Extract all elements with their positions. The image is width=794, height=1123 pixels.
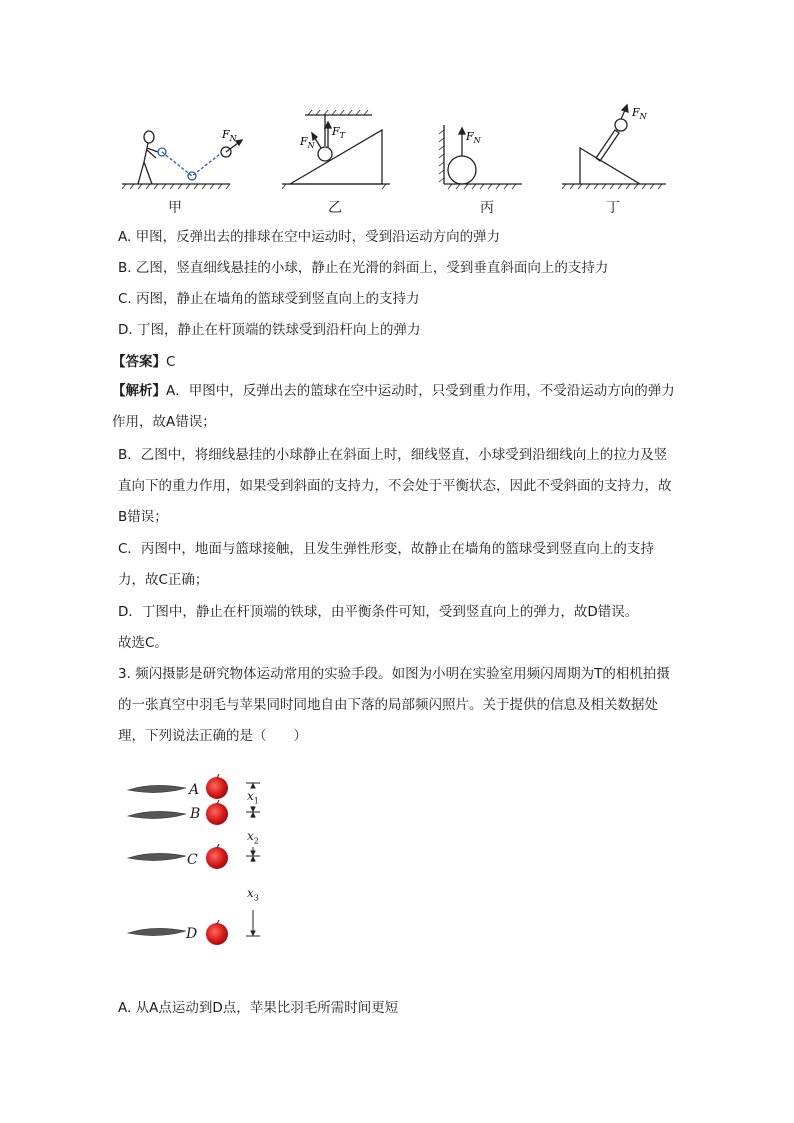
caption-yi: 乙 xyxy=(328,200,342,216)
analysis-label: 【解析】 xyxy=(112,383,166,399)
force-label-yi-n: $F_N$ xyxy=(300,135,315,150)
analysis-c: C．丙图中，地面与篮球接触，且发生弹性形变，故静止在墙角的篮球受到竖直向上的支持力，故C正确； xyxy=(118,541,654,588)
label-x1: $x_1$ xyxy=(247,789,259,806)
option-b: B. 乙图，竖直细线悬挂的小球，静止在光滑的斜面上，受到垂直斜面向上的支持力 xyxy=(118,260,609,276)
label-x2: $x_2$ xyxy=(247,829,259,846)
answer-line xyxy=(112,352,175,372)
analysis-a-text: A．甲图中，反弹出去的篮球在空中运动时，只受到重力作用，不受沿运动方向的弹力作用，故A错误； xyxy=(112,383,675,430)
diagram-ding xyxy=(562,105,666,189)
force-label-yi-t: $F_T$ xyxy=(332,125,345,140)
question-3-text: 3. 频闪摄影是研究物体运动常用的实验手段。如图为小明在实验室用频闪周期为T的相机拍摄的一张真空中羽毛与苹果同时同地自由下落的局部频闪照片。关于提供的信息及相关数据处理，下列说法正确的是（ ） xyxy=(118,666,670,744)
figure-strobe-photo xyxy=(118,772,278,952)
distance-markers xyxy=(246,783,260,936)
analysis-d: D．丁图中，静止在杆顶端的铁球，由平衡条件可知，受到竖直向上的弹力，故D错误。 xyxy=(118,604,639,620)
label-x3: $x_3$ xyxy=(247,886,259,903)
question-3-option-a: A. 从A点运动到D点，苹果比羽毛所需时间更短 xyxy=(118,1000,399,1016)
option-c: C. 丙图，静止在墙角的篮球受到竖直向上的支持力 xyxy=(118,291,420,307)
force-label-bing: $F_N$ xyxy=(466,130,481,145)
diagram-yi xyxy=(282,110,390,189)
caption-bing: 丙 xyxy=(480,200,494,216)
diagram-bing xyxy=(439,125,522,189)
label-b: B xyxy=(190,806,201,822)
answer-label: 【答案】 xyxy=(112,354,166,370)
feather-icons xyxy=(128,785,186,935)
option-a: A. 甲图，反弹出去的排球在空中运动时，受到沿运动方向的弹力 xyxy=(118,229,501,245)
label-a: A xyxy=(189,782,200,798)
force-label-ding: $F_N$ xyxy=(632,106,647,121)
apple-icons xyxy=(206,774,228,945)
force-diagrams-svg xyxy=(110,100,690,200)
analysis-conclusion: 故选C。 xyxy=(118,635,168,651)
option-d: D. 丁图，静止在杆顶端的铁球受到沿杆向上的弹力 xyxy=(118,322,421,338)
label-c: C xyxy=(187,852,198,868)
answer-value: C xyxy=(166,354,176,370)
analysis-b: B．乙图中，将细线悬挂的小球静止在斜面上时，细线竖直，小球受到沿细线向上的拉力及竖直向下的重力作用，如果受到斜面的支持力，不会处于平衡状态，因此不受斜面的支持力，故B错误； xyxy=(118,447,672,525)
force-label-jia: $F_N$ xyxy=(222,128,237,143)
label-d: D xyxy=(186,926,198,942)
caption-ding: 丁 xyxy=(606,200,620,216)
caption-jia: 甲 xyxy=(168,200,182,216)
analysis-a xyxy=(112,376,678,438)
figure-force-diagrams xyxy=(110,100,690,220)
